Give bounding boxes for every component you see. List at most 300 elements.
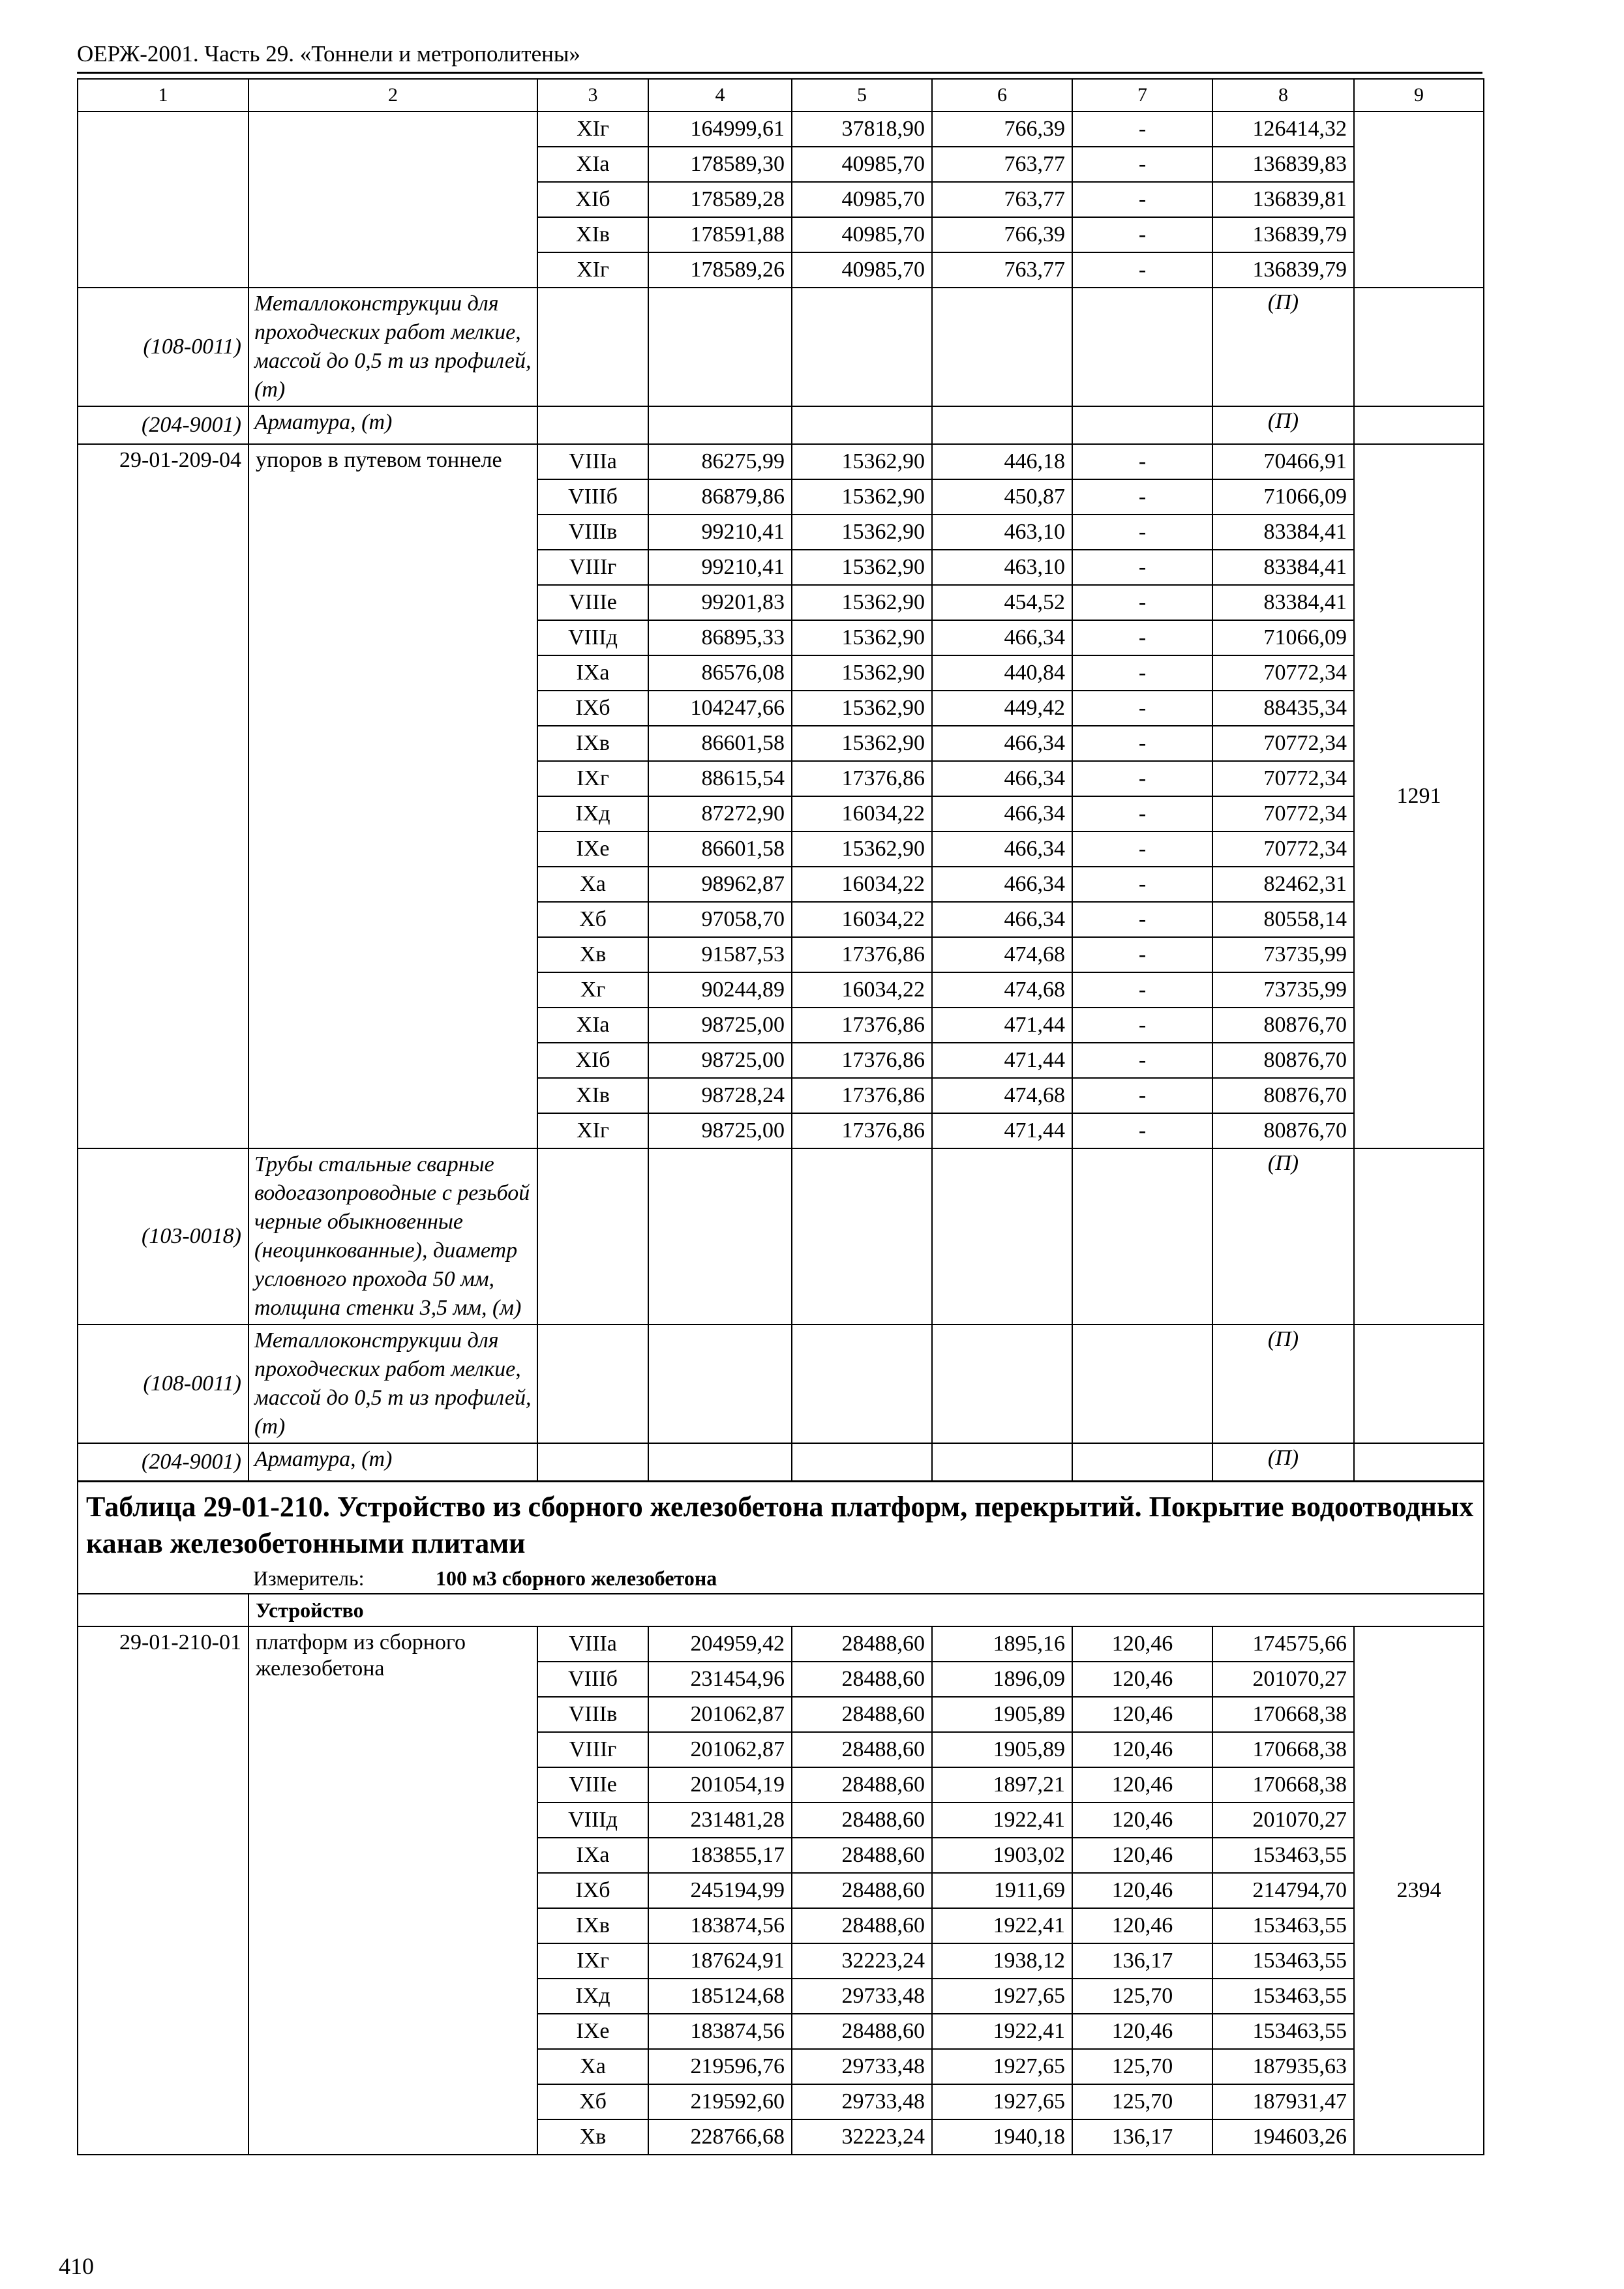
cell-col-6: 1922,41 [932,1803,1072,1838]
measure-row [78,1563,1484,1594]
cell-col-5: 28488,60 [792,1626,932,1662]
table-row [78,444,1484,479]
resource-code: (108-0011) [78,288,248,406]
cell-col-8: 73735,99 [1212,972,1354,1008]
cell-col-7: 125,70 [1072,1979,1212,2014]
cell-col-8: 70772,34 [1212,761,1354,796]
cell-col-3: IХе [537,2014,648,2049]
cell-col-4: 87272,90 [648,796,792,831]
cell-col-4: 86576,08 [648,655,792,691]
cell-col-5: 28488,60 [792,2014,932,2049]
rate-code: 29-01-209-04 [78,444,248,1148]
cell-col-3: VIIIа [537,444,648,479]
empty-cell [537,1443,648,1482]
cell-col-7: 120,46 [1072,1873,1212,1908]
cell-col-5: 17376,86 [792,1113,932,1148]
cell-col-6: 466,34 [932,796,1072,831]
cell-col-3: ХIг [537,252,648,288]
resource-class: (П) [1212,1148,1354,1324]
cell-col-3: VIIIв [537,1697,648,1732]
cell-col-4: 231481,28 [648,1803,792,1838]
rate-name: платформ из сборного железобетона [248,1626,537,2155]
cell-col-6: 766,39 [932,112,1072,147]
cell-col-3: IХа [537,655,648,691]
cell-col-6: 763,77 [932,182,1072,217]
cell-col-4: 90244,89 [648,972,792,1008]
cell-col-7: - [1072,182,1212,217]
cell-col-8: 201070,27 [1212,1662,1354,1697]
cell-col-3: ХIб [537,1043,648,1078]
cell-col-5: 15362,90 [792,691,932,726]
cell-col-7: 120,46 [1072,1626,1212,1662]
empty-cell [792,406,932,444]
rate-col9-value: 1291 [1354,444,1484,1148]
cell-col-3: VIIIб [537,1662,648,1697]
cell-col-6: 440,84 [932,655,1072,691]
cell-col-7: - [1072,620,1212,655]
cell-col-5: 17376,86 [792,1078,932,1113]
resource-description: Арматура, (т) [248,1443,537,1482]
column-header-3: 3 [537,79,648,112]
cell-col-6: 1896,09 [932,1662,1072,1697]
cell-col-6: 471,44 [932,1043,1072,1078]
cell-col-8: 70772,34 [1212,796,1354,831]
cell-col-5: 15362,90 [792,655,932,691]
resource-class: (П) [1212,406,1354,444]
cell-col-3: IХа [537,1838,648,1873]
cell-col-8: 174575,66 [1212,1626,1354,1662]
cell-col-6: 449,42 [932,691,1072,726]
cell-col-6: 1911,69 [932,1873,1072,1908]
cell-col-3: VIIIг [537,550,648,585]
cell-col-3: VIIIг [537,1732,648,1767]
cell-col-7: - [1072,444,1212,479]
cell-col-7: - [1072,550,1212,585]
cell-col-3: Хб [537,2084,648,2119]
column-header-6: 6 [932,79,1072,112]
cell-col-8: 88435,34 [1212,691,1354,726]
empty-cell [537,406,648,444]
empty-cell [537,1148,648,1324]
cell-col-5: 32223,24 [792,2119,932,2155]
cell-col-6: 463,10 [932,550,1072,585]
resource-row [78,406,1484,444]
cell-col-3: IХв [537,726,648,761]
cell-col-6: 1895,16 [932,1626,1072,1662]
cell-col-7: 120,46 [1072,1908,1212,1943]
cell-col-4: 99201,83 [648,585,792,620]
empty-cell [1354,406,1484,444]
cell-col-5: 28488,60 [792,1908,932,1943]
cell-col-5: 29733,48 [792,2084,932,2119]
resource-row [78,1324,1484,1443]
cell-col-6: 1927,65 [932,2084,1072,2119]
cell-col-3: Ха [537,867,648,902]
cell-col-8: 170668,38 [1212,1767,1354,1803]
cell-col-8: 83384,41 [1212,550,1354,585]
cell-col-6: 471,44 [932,1113,1072,1148]
cell-col-3: VIIIа [537,1626,648,1662]
empty-cell [1072,406,1212,444]
cell-col-4: 88615,54 [648,761,792,796]
cell-col-5: 15362,90 [792,550,932,585]
empty-cell [932,288,1072,406]
cell-col-8: 214794,70 [1212,1873,1354,1908]
cell-col-3: IХг [537,761,648,796]
cell-col-5: 40985,70 [792,252,932,288]
cell-col-6: 1903,02 [932,1838,1072,1873]
cell-col-4: 178591,88 [648,217,792,252]
cell-col-8: 187931,47 [1212,2084,1354,2119]
resource-code: (204-9001) [78,406,248,444]
cell-col-5: 15362,90 [792,585,932,620]
cell-col-6: 463,10 [932,515,1072,550]
cell-col-7: 136,17 [1072,2119,1212,2155]
cell-col-7: - [1072,217,1212,252]
table-row [78,1626,1484,1662]
cell-col-8: 126414,32 [1212,112,1354,147]
cell-col-7: - [1072,902,1212,937]
resource-row [78,288,1484,406]
empty-cell [537,1324,648,1443]
cell-col-4: 219592,60 [648,2084,792,2119]
cell-col-6: 446,18 [932,444,1072,479]
measure-label: Измеритель: [253,1566,365,1590]
cell-col-7: 120,46 [1072,1838,1212,1873]
empty-cell [932,406,1072,444]
resource-code: (108-0011) [78,1324,248,1443]
cell-col-7: 120,46 [1072,1803,1212,1838]
cell-col-3: Ха [537,2049,648,2084]
column-header-row [78,79,1484,112]
cell-col-5: 40985,70 [792,182,932,217]
cell-col-3: IХг [537,1943,648,1979]
cell-col-4: 164999,61 [648,112,792,147]
cell-col-5: 40985,70 [792,217,932,252]
cell-col-3: IХд [537,796,648,831]
cell-col-6: 466,34 [932,831,1072,867]
cell-col-8: 83384,41 [1212,585,1354,620]
cell-col-5: 15362,90 [792,479,932,515]
cell-col-5: 17376,86 [792,1008,932,1043]
cell-col-5: 15362,90 [792,620,932,655]
cell-col-4: 183855,17 [648,1838,792,1873]
cell-col-4: 104247,66 [648,691,792,726]
table-row [78,112,1484,147]
cell-col-3: Хв [537,937,648,972]
empty-cell [648,1443,792,1482]
cell-col-4: 245194,99 [648,1873,792,1908]
cell-col-7: - [1072,1008,1212,1043]
cell-col-4: 98962,87 [648,867,792,902]
cell-col-7: 120,46 [1072,2014,1212,2049]
cell-col-4: 183874,56 [648,2014,792,2049]
cell-col-6: 450,87 [932,479,1072,515]
cell-col-6: 763,77 [932,147,1072,182]
cell-col-6: 1927,65 [932,2049,1072,2084]
cell-col-3: ХIа [537,147,648,182]
cell-col-5: 16034,22 [792,972,932,1008]
empty-cell [1354,288,1484,406]
cell-col-8: 70772,34 [1212,831,1354,867]
table-title-row [78,1482,1484,1564]
cell-col-4: 91587,53 [648,937,792,972]
cell-col-6: 466,34 [932,902,1072,937]
cell-col-3: ХIа [537,1008,648,1043]
cell-col-5: 15362,90 [792,515,932,550]
section-label-row [78,1594,1484,1626]
resource-description: Металлоконструкции для проходческих работ мелкие, массой до 0,5 т из профилей, (т) [248,288,537,406]
cell-col-6: 1940,18 [932,2119,1072,2155]
resource-code: (103-0018) [78,1148,248,1324]
cell-col-4: 201062,87 [648,1732,792,1767]
cell-col-7: - [1072,867,1212,902]
cell-col-4: 86601,58 [648,831,792,867]
cell-col-6: 466,34 [932,726,1072,761]
cell-col-4: 178589,26 [648,252,792,288]
cell-col-8: 73735,99 [1212,937,1354,972]
cell-col-6: 474,68 [932,1078,1072,1113]
rates-table [77,78,1484,2155]
cell-col-8: 201070,27 [1212,1803,1354,1838]
cell-col-4: 97058,70 [648,902,792,937]
empty-cell [1354,1324,1484,1443]
cell-col-5: 15362,90 [792,726,932,761]
cell-col-8: 136839,83 [1212,147,1354,182]
cell-col-5: 29733,48 [792,2049,932,2084]
empty-cell [932,1443,1072,1482]
empty-cell [1072,288,1212,406]
cell-col-3: IХб [537,691,648,726]
empty-cell [1354,1443,1484,1482]
page-number: 410 [59,2253,94,2279]
cell-col-4: 86879,86 [648,479,792,515]
cell-col-6: 1905,89 [932,1732,1072,1767]
cell-col-3: Хб [537,902,648,937]
cell-col-8: 153463,55 [1212,2014,1354,2049]
cell-col-5: 28488,60 [792,1803,932,1838]
cell-col-7: 120,46 [1072,1732,1212,1767]
cell-col-4: 187624,91 [648,1943,792,1979]
cell-col-5: 37818,90 [792,112,932,147]
cell-col-4: 86895,33 [648,620,792,655]
cell-col-7: - [1072,796,1212,831]
cell-col-8: 70772,34 [1212,655,1354,691]
cell-col-3: VIIIб [537,479,648,515]
resource-code: (204-9001) [78,1443,248,1482]
cell-col-4: 178589,30 [648,147,792,182]
cell-col-6: 763,77 [932,252,1072,288]
cell-col-8: 153463,55 [1212,1979,1354,2014]
document-header: ОЕРЖ-2001. Часть 29. «Тоннели и метрополитены» [77,41,580,67]
section-label: Устройство [248,1594,1484,1626]
cell-col-8: 80876,70 [1212,1043,1354,1078]
cell-col-6: 454,52 [932,585,1072,620]
column-header-2: 2 [248,79,537,112]
cell-col-6: 474,68 [932,972,1072,1008]
cell-col-7: - [1072,937,1212,972]
cell-col-7: - [1072,112,1212,147]
cell-col-5: 16034,22 [792,796,932,831]
cell-col-4: 99210,41 [648,550,792,585]
cell-col-3: Хг [537,972,648,1008]
cell-col-6: 766,39 [932,217,1072,252]
cell-col-8: 136839,79 [1212,252,1354,288]
cell-col-7: 125,70 [1072,2084,1212,2119]
cell-col-6: 1897,21 [932,1767,1072,1803]
empty-cell [792,1324,932,1443]
cell-col-4: 201054,19 [648,1767,792,1803]
measure-value: 100 м3 сборного железобетона [436,1566,717,1590]
cell-col-5: 17376,86 [792,937,932,972]
column-header-7: 7 [1072,79,1212,112]
cell-col-5: 28488,60 [792,1873,932,1908]
cell-col-5: 15362,90 [792,444,932,479]
cell-col-4: 98725,00 [648,1008,792,1043]
cell-col-8: 70466,91 [1212,444,1354,479]
empty-cell [932,1148,1072,1324]
cell-col-3: VIIIе [537,585,648,620]
cell-col-5: 16034,22 [792,867,932,902]
cell-col-6: 1938,12 [932,1943,1072,1979]
cell-col-6: 466,34 [932,620,1072,655]
cell-col-8: 82462,31 [1212,867,1354,902]
measure-cell [78,1563,1484,1594]
cell-col-4: 231454,96 [648,1662,792,1697]
cell-col-8: 170668,38 [1212,1697,1354,1732]
cell-col-7: - [1072,585,1212,620]
cell-col-5: 28488,60 [792,1662,932,1697]
cell-col-8: 83384,41 [1212,515,1354,550]
resource-description: Трубы стальные сварные водогазопроводные с резьбой черные обыкновенные (неоцинкованные), диаметр условного прохода 50 мм, толщина стенки 3,5 мм, (м) [248,1148,537,1324]
empty-cell [1354,112,1484,288]
cell-col-8: 170668,38 [1212,1732,1354,1767]
cell-col-7: - [1072,655,1212,691]
cell-col-4: 228766,68 [648,2119,792,2155]
cell-col-5: 28488,60 [792,1697,932,1732]
cell-col-4: 98725,00 [648,1113,792,1148]
cell-col-7: - [1072,252,1212,288]
empty-cell [648,406,792,444]
cell-col-3: ХIб [537,182,648,217]
cell-col-7: - [1072,479,1212,515]
table-title: Таблица 29-01-210. Устройство из сборного железобетона платформ, перекрытий. Покрытие водоотводных канав железобетонными плитами [78,1482,1484,1564]
cell-col-3: ХIг [537,1113,648,1148]
cell-col-7: - [1072,1043,1212,1078]
column-header-9: 9 [1354,79,1484,112]
cell-col-8: 153463,55 [1212,1838,1354,1873]
cell-col-4: 201062,87 [648,1697,792,1732]
resource-class: (П) [1212,1443,1354,1482]
cell-col-5: 29733,48 [792,1979,932,2014]
cell-col-7: - [1072,515,1212,550]
cell-col-3: ХIв [537,217,648,252]
cell-col-6: 471,44 [932,1008,1072,1043]
cell-col-3: VIIIд [537,1803,648,1838]
resource-class: (П) [1212,288,1354,406]
cell-col-7: - [1072,1113,1212,1148]
cell-col-4: 86601,58 [648,726,792,761]
cell-col-7: - [1072,761,1212,796]
empty-cell [792,288,932,406]
cell-col-3: IХв [537,1908,648,1943]
cell-col-4: 86275,99 [648,444,792,479]
cell-col-3: IХб [537,1873,648,1908]
empty-cell [792,1148,932,1324]
cell-col-5: 17376,86 [792,761,932,796]
empty-cell [1072,1324,1212,1443]
cell-col-4: 219596,76 [648,2049,792,2084]
rate-name: упоров в путевом тоннеле [248,444,537,1148]
cell-col-4: 98728,24 [648,1078,792,1113]
empty-cell [537,288,648,406]
empty-cell [78,1594,248,1626]
cell-col-7: 120,46 [1072,1767,1212,1803]
cell-col-6: 1922,41 [932,1908,1072,1943]
empty-cell [648,1324,792,1443]
cell-col-4: 178589,28 [648,182,792,217]
cell-col-8: 80876,70 [1212,1008,1354,1043]
cell-col-3: ХIг [537,112,648,147]
cell-col-7: - [1072,831,1212,867]
cell-col-3: IХд [537,1979,648,2014]
cell-col-5: 16034,22 [792,902,932,937]
cell-col-4: 99210,41 [648,515,792,550]
cell-col-7: 136,17 [1072,1943,1212,1979]
cell-col-6: 466,34 [932,761,1072,796]
empty-cell [248,112,537,288]
resource-description: Металлоконструкции для проходческих работ мелкие, массой до 0,5 т из профилей, (т) [248,1324,537,1443]
cell-col-8: 71066,09 [1212,620,1354,655]
cell-col-6: 1922,41 [932,2014,1072,2049]
rates-table-body [78,79,1484,2155]
cell-col-4: 98725,00 [648,1043,792,1078]
empty-cell [1072,1443,1212,1482]
empty-cell [932,1324,1072,1443]
cell-col-7: 120,46 [1072,1697,1212,1732]
cell-col-8: 136839,81 [1212,182,1354,217]
header-rule [77,72,1482,74]
cell-col-5: 28488,60 [792,1767,932,1803]
rate-col9-value: 2394 [1354,1626,1484,2155]
cell-col-5: 15362,90 [792,831,932,867]
cell-col-7: - [1072,972,1212,1008]
empty-cell [648,288,792,406]
resource-description: Арматура, (т) [248,406,537,444]
cell-col-5: 17376,86 [792,1043,932,1078]
cell-col-7: - [1072,1078,1212,1113]
cell-col-3: ХIв [537,1078,648,1113]
cell-col-8: 70772,34 [1212,726,1354,761]
cell-col-8: 71066,09 [1212,479,1354,515]
cell-col-8: 80876,70 [1212,1113,1354,1148]
cell-col-3: Хв [537,2119,648,2155]
cell-col-8: 153463,55 [1212,1943,1354,1979]
cell-col-7: 120,46 [1072,1662,1212,1697]
column-header-1: 1 [78,79,248,112]
empty-cell [648,1148,792,1324]
cell-col-8: 136839,79 [1212,217,1354,252]
cell-col-5: 40985,70 [792,147,932,182]
cell-col-7: - [1072,147,1212,182]
cell-col-3: IХе [537,831,648,867]
cell-col-4: 204959,42 [648,1626,792,1662]
empty-cell [1072,1148,1212,1324]
cell-col-8: 187935,63 [1212,2049,1354,2084]
cell-col-5: 28488,60 [792,1732,932,1767]
cell-col-7: - [1072,726,1212,761]
column-header-8: 8 [1212,79,1354,112]
